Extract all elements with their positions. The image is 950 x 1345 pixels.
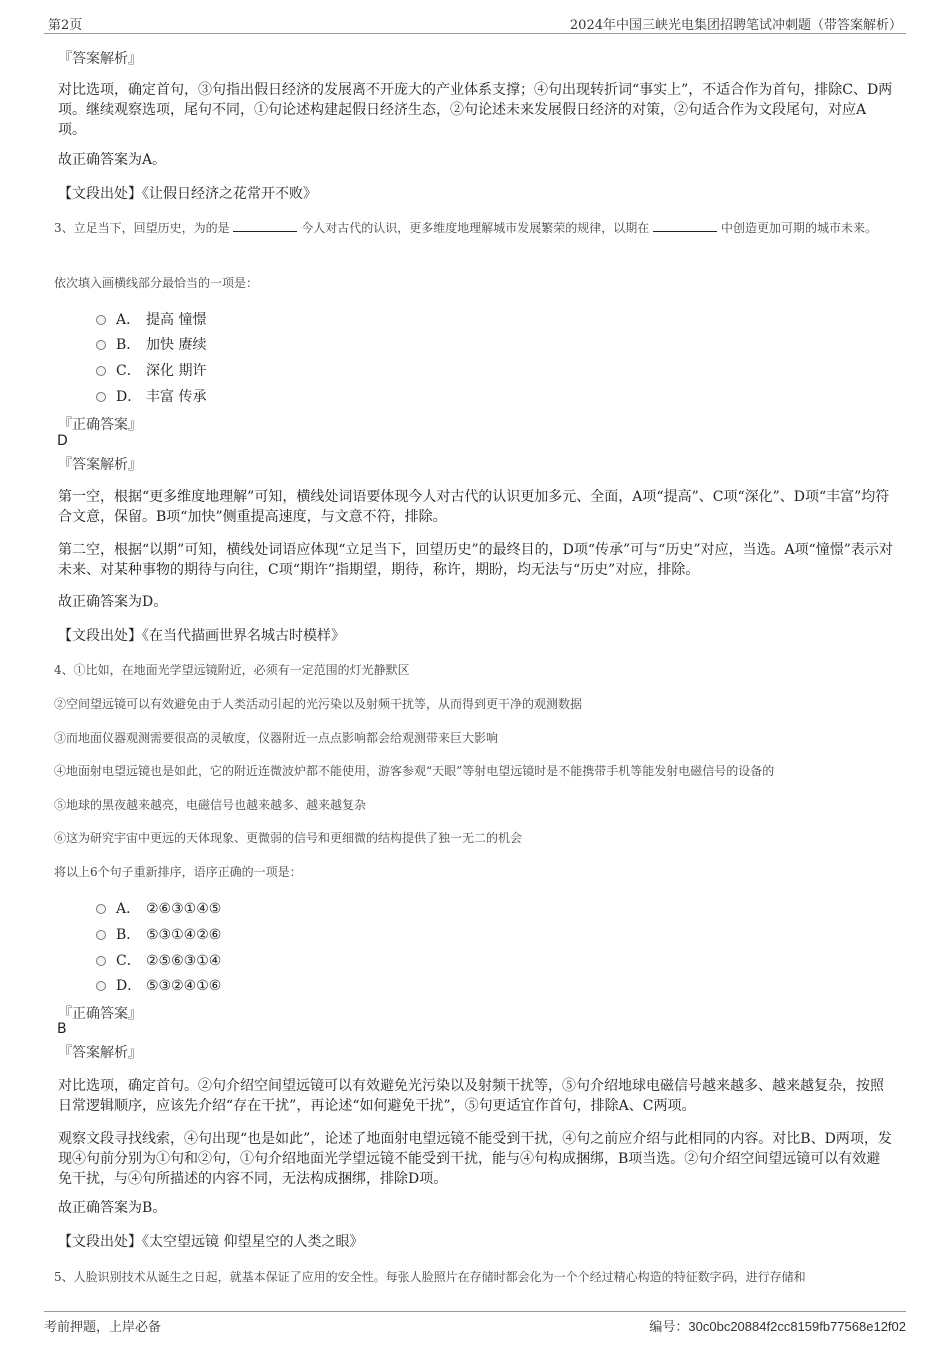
q4-option-c[interactable]: C． ②⑤⑥③①④ [96, 950, 221, 970]
q4-sentence-4: ④地面射电望远镜也是如此，它的附近连微波炉都不能使用，游客参观“天眼”等射电望远镜时是不能携带手机等能发射电磁信号的设备的 [54, 764, 775, 778]
page-number: 第2页 [48, 18, 83, 33]
q4-analysis-2: 观察文段寻找线索，④句出现“也是如此”，论述了地面射电望远镜不能受到干扰，④句之前应介绍与此相同的内容。对比B、D两项，发现④句前分别为①句和②句，①句介绍地面光学望远镜不能受到干扰，能与④句构成捆绑，B项当选。②句介绍空间望远镜可以有效避免干扰，与④句所描述的内容不同，无法构成捆绑，排除D项。 [58, 1131, 892, 1187]
q4-sentence-3: ③而地面仪器观测需要很高的灵敏度，仪器附近一点点影响都会给观测带来巨大影响 [54, 731, 499, 745]
q3-blank-1 [233, 220, 297, 232]
q4-sentence-6: ⑥这为研究宇宙中更远的天体现象、更微弱的信号和更细微的结构提供了独一无二的机会 [54, 831, 523, 845]
q4-source: 【文段出处】《太空望远镜 仰望星空的人类之眼》 [58, 1234, 364, 1250]
q4-option-b[interactable]: B． ⑤③①④②⑥ [96, 924, 221, 944]
q4-analysis-1: 对比选项，确定首句。②句介绍空间望远镜可以有效避免光污染以及射频干扰等，⑤句介绍地球电磁信号越来越多、越来越复杂，按照日常逻辑顺序，应该先介绍“存在干扰”，再论述“如何避免干扰”，⑤句更适宜作首句，排除A、C两项。 [58, 1078, 884, 1114]
radio-icon[interactable] [96, 366, 106, 376]
footer-slogan: 考前押题，上岸必备 [44, 1320, 162, 1335]
q2-source: 【文段出处】《让假日经济之花常开不败》 [58, 186, 317, 202]
radio-icon[interactable] [96, 315, 106, 325]
q3-stem-part-3: 中创造更加可期的城市未来。 [720, 221, 877, 235]
q3-stem [54, 219, 899, 237]
document-title: 2024年中国三峡光电集团招聘笔试冲刺题（带答案解析） [569, 18, 902, 33]
q4-prompt: 将以上6个句子重新排序，语序正确的一项是： [54, 865, 302, 879]
q3-option-b[interactable]: B． 加快 赓续 [96, 334, 206, 354]
q3-option-d[interactable]: D． 丰富 传承 [96, 386, 206, 406]
q3-stem-part-1: 3、立足当下，回望历史，为的是 [54, 221, 230, 235]
q3-option-c[interactable]: C． 深化 期许 [96, 360, 206, 380]
q3-analysis-1: 第一空，根据“更多维度地理解”可知，横线处词语要体现今人对古代的认识更加多元、全面，A项“提高”、C项“深化”、D项“丰富”均符合文意，保留。B项“加快”侧重提高速度，与文意不符，排除。 [58, 489, 890, 525]
q5-stem: 5、人脸识别技术从诞生之日起，就基本保证了应用的安全性。每张人脸照片在存储时都会化为一个个经过精心构造的特征数字码，进行存储和 [54, 1270, 806, 1284]
q4-sentence-2: ②空间望远镜可以有效避免由于人类活动引起的光污染以及射频干扰等，从而得到更干净的观测数据 [54, 697, 583, 711]
q4-sentence-1: 4、①比如，在地面光学望远镜附近，必须有一定范围的灯光静默区 [54, 663, 410, 677]
radio-icon[interactable] [96, 340, 106, 350]
radio-icon[interactable] [96, 904, 106, 914]
q3-source: 【文段出处】《在当代描画世界名城古时模样》 [58, 628, 345, 644]
q3-option-a[interactable]: A． 提高 憧憬 [96, 309, 206, 329]
q3-conclusion: 故正确答案为D。 [58, 594, 168, 610]
q3-analysis-label: 『答案解析』 [58, 457, 142, 473]
radio-icon[interactable] [96, 956, 106, 966]
q3-blank-2 [653, 220, 717, 232]
document-code: 编号：30c0bc20884f2cc8159fb77568e12f02 [649, 1319, 906, 1335]
radio-icon[interactable] [96, 930, 106, 940]
q2-conclusion: 故正确答案为A。 [58, 152, 167, 168]
q4-answer: B [57, 1021, 67, 1037]
page-footer [44, 1311, 906, 1333]
q3-analysis-2: 第二空，根据“以期”可知，横线处词语应体现“立足当下，回望历史”的最终目的，D项“传承”可与“历史”对应，当选。A项“憧憬”表示对未来、对某种事物的期待与向往，C项“期许”指期望，期待，称许，期盼，均无法与“历史”对应，排除。 [58, 542, 893, 578]
q3-prompt: 依次填入画横线部分最恰当的一项是： [54, 276, 259, 290]
q2-analysis-label: 『答案解析』 [58, 51, 142, 67]
q3-stem-part-2: 今人对古代的认识，更多维度地理解城市发展繁荣的规律，以期在 [301, 221, 650, 235]
q4-option-d[interactable]: D． ⑤③②④①⑥ [96, 975, 221, 995]
q2-analysis-1: 对比选项，确定首句，③句指出假日经济的发展离不开庞大的产业体系支撑；④句出现转折词“事实上”，不适合作为首句，排除C、D两项。继续观察选项，尾句不同，①句论述构建起假日经济生态，②句论述未来发展假日经济的对策，②句适合作为文段尾句，对应A项。 [58, 82, 893, 138]
q3-answer: D [57, 433, 68, 449]
q4-conclusion: 故正确答案为B。 [58, 1200, 167, 1216]
q4-sentence-5: ⑤地球的黑夜越来越亮，电磁信号也越来越多、越来越复杂 [54, 798, 367, 812]
q3-answer-label: 『正确答案』 [58, 417, 142, 433]
q4-analysis-label: 『答案解析』 [58, 1045, 142, 1061]
radio-icon[interactable] [96, 981, 106, 991]
q4-option-a[interactable]: A． ②⑥③①④⑤ [96, 898, 221, 918]
radio-icon[interactable] [96, 392, 106, 402]
q4-answer-label: 『正确答案』 [58, 1006, 142, 1022]
